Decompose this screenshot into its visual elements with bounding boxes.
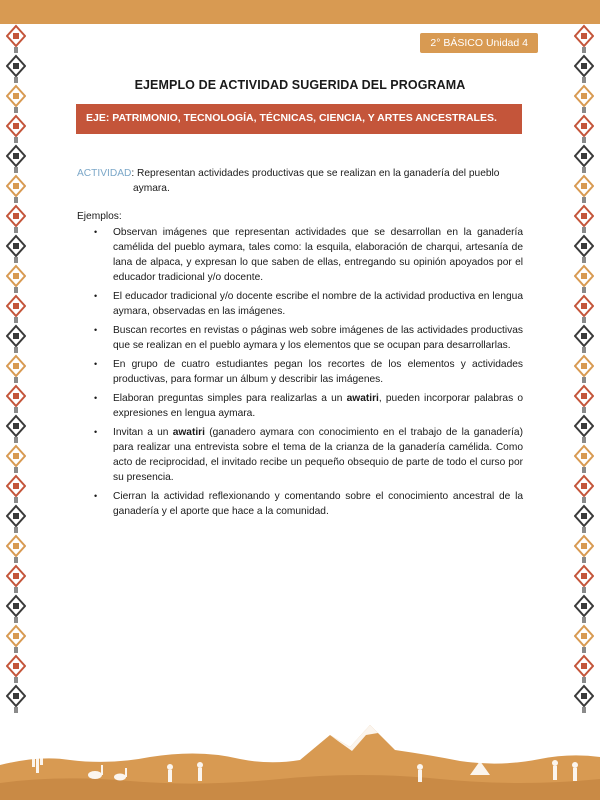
pattern-motif [7, 176, 25, 203]
list-item-text: Observan imágenes que representan actividades que se desarrollan en la ganadería camélida del pueblo aymara, tales como: la esquila, elaboración de charqui, artesanía de lana de alpaca, y expresan lo que saben de ellas, entregando su opinión apoyados por el educador tradicional y/o docente. [113, 227, 523, 283]
bullet-icon: • [94, 325, 98, 335]
pattern-motif [7, 416, 25, 443]
list-item [92, 225, 523, 285]
pattern-motif [7, 446, 25, 473]
pattern-motif [575, 566, 593, 593]
pattern-motif [575, 416, 593, 443]
list-item-text: En grupo de cuatro estudiantes pegan los recortes de los elementos y actividades productivas, para formar un álbum y describir las imágenes. [113, 359, 523, 385]
pattern-motif [575, 476, 593, 503]
activity-text: : Representan actividades productivas que se realizan en la ganadería del pueblo [131, 168, 500, 179]
pattern-motif [575, 206, 593, 233]
pattern-motif [7, 506, 25, 533]
pattern-motif [575, 176, 593, 203]
list-item [92, 391, 523, 421]
keyword-awatiri: awatiri [172, 427, 205, 438]
list-item [92, 289, 523, 319]
pattern-motif [7, 626, 25, 653]
andean-pattern-icon [574, 24, 594, 714]
pattern-motif [575, 26, 593, 53]
pattern-motif [7, 146, 25, 173]
list-item-text: Buscan recortes en revistas o páginas web sobre imágenes de las actividades productivas que se realizan en el pueblo aymara y los elementos que se ocupan para desarrollarlas. [113, 325, 523, 351]
pattern-motif [7, 296, 25, 323]
bullet-icon: • [94, 291, 98, 301]
pattern-motif [575, 626, 593, 653]
list-item-text: Invitan a un [113, 427, 173, 438]
activity-block [77, 166, 522, 196]
pattern-motif [7, 26, 25, 53]
pattern-motif [7, 206, 25, 233]
list-item [92, 425, 523, 485]
list-item-text: Elaboran preguntas simples para realizarlas a un [113, 393, 347, 404]
pattern-motif [575, 236, 593, 263]
pattern-motif [7, 656, 25, 683]
axis-heading: EJE: PATRIMONIO, TECNOLOGÍA, TÉCNICAS, CIENCIA, Y ARTES ANCESTRALES. [76, 104, 522, 134]
andean-pattern-icon [6, 24, 26, 714]
pattern-motif [7, 536, 25, 563]
pattern-motif [7, 266, 25, 293]
pattern-motif [575, 656, 593, 683]
pattern-motif [575, 326, 593, 353]
pattern-motif [575, 446, 593, 473]
examples-list [92, 225, 523, 523]
bullet-icon: • [94, 359, 98, 369]
pattern-motif [7, 356, 25, 383]
andean-landscape-icon [0, 705, 600, 800]
bullet-icon: • [94, 393, 98, 403]
list-item-text: , pueden incorporar palabras o expresiones en lengua aymara. [113, 393, 523, 419]
unit-badge: 2° BÁSICO Unidad 4 [420, 33, 538, 53]
left-pattern-border [6, 24, 26, 714]
pattern-motif [7, 236, 25, 263]
pattern-motif [575, 146, 593, 173]
bullet-icon: • [94, 427, 98, 437]
list-item [92, 489, 523, 519]
pattern-motif [7, 386, 25, 413]
list-item-text: (ganadero aymara con conocimiento en el trabajo de la ganadería) para realizar una entrevista sobre el tema de la crianza de la ganadería camélida. Como acto de reciprocidad, el invitado recibe un pequeño obsequio de parte de todo el curso por su presencia. [113, 427, 523, 483]
pattern-motif [575, 596, 593, 623]
pattern-motif [575, 386, 593, 413]
list-item [92, 357, 523, 387]
pattern-motif [7, 596, 25, 623]
list-item [92, 323, 523, 353]
right-pattern-border [574, 24, 594, 714]
activity-text-continued: aymara. [133, 183, 170, 194]
examples-label: Ejemplos: [77, 211, 122, 222]
top-decorative-strip [0, 0, 600, 24]
pattern-motif [575, 506, 593, 533]
keyword-awatiri: awatiri [346, 393, 379, 404]
pattern-motif [7, 326, 25, 353]
pattern-motif [575, 116, 593, 143]
bullet-icon: • [94, 491, 98, 501]
pattern-motif [7, 476, 25, 503]
pattern-motif [575, 536, 593, 563]
activity-label: ACTIVIDAD [77, 168, 132, 179]
page-title: EJEMPLO DE ACTIVIDAD SUGERIDA DEL PROGRAMA [134, 78, 466, 92]
bullet-icon: • [94, 227, 98, 237]
pattern-motif [575, 296, 593, 323]
pattern-motif [7, 566, 25, 593]
pattern-motif [575, 266, 593, 293]
pattern-motif [7, 116, 25, 143]
list-item-text: Cierran la actividad reflexionando y comentando sobre el conocimiento ancestral de la ganadería y el aporte que hace a la comunidad. [113, 491, 523, 517]
bottom-landscape [0, 705, 600, 800]
list-item-text: El educador tradicional y/o docente escribe el nombre de la actividad productiva en lengua aymara, observadas en las imágenes. [113, 291, 523, 317]
pattern-motif [575, 356, 593, 383]
